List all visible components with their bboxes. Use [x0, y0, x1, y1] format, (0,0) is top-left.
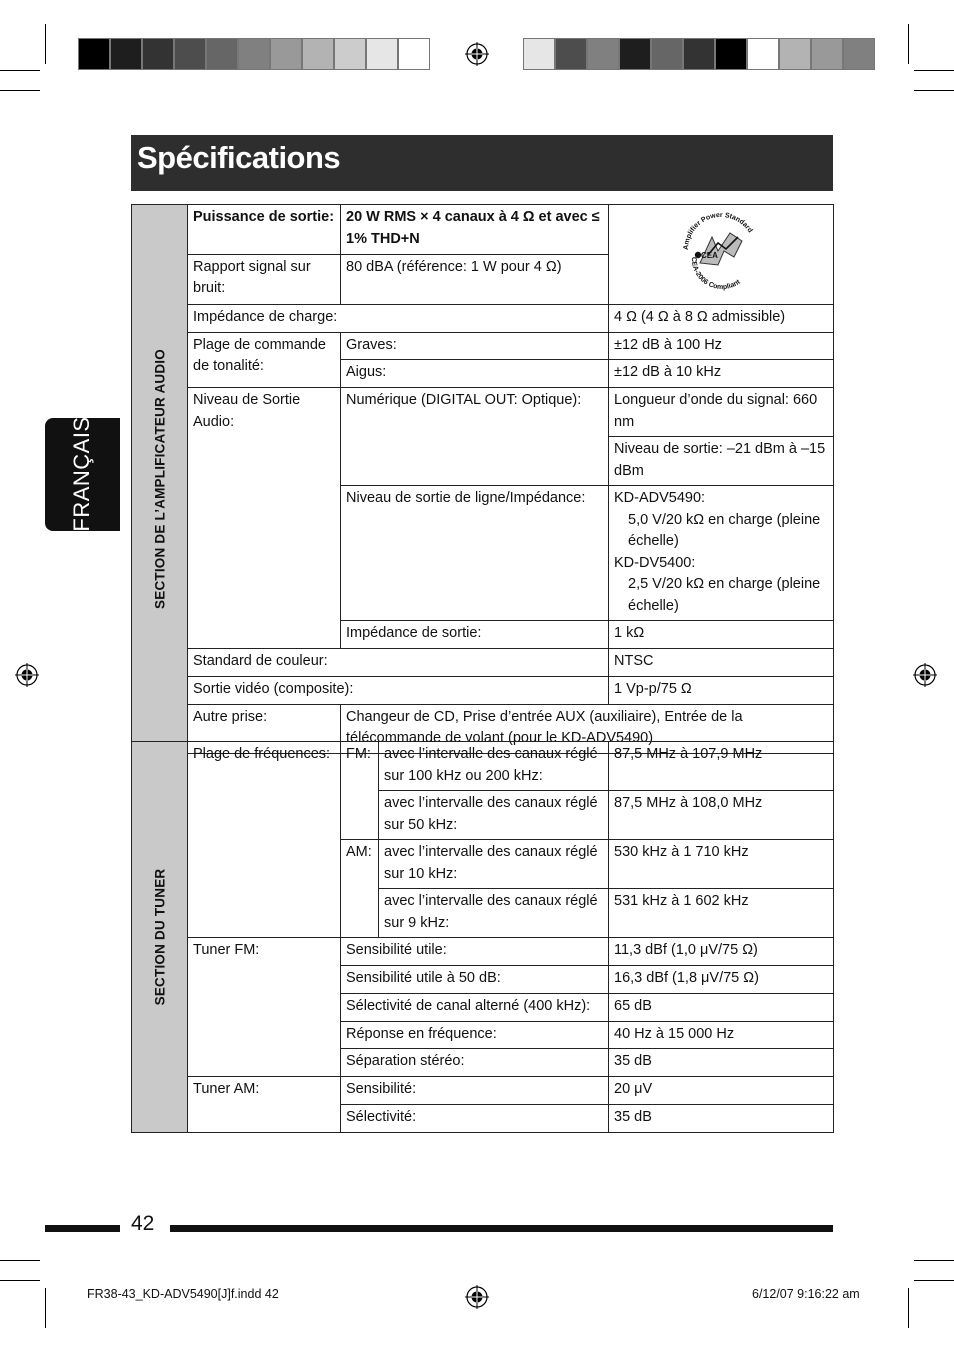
line-out-values — [609, 486, 834, 621]
fm-spacing-100-label: avec l’intervalle des canaux réglé sur 100 kHz ou 200 kHz: — [379, 742, 609, 791]
tone-treble-value: ±12 dB à 10 kHz — [609, 360, 834, 388]
audio-output-label: Niveau de Sortie Audio: — [188, 388, 341, 649]
load-impedance-value: 4 Ω (4 Ω à 8 Ω admissible) — [609, 304, 834, 332]
am-tuner-label: Tuner AM: — [188, 1077, 341, 1133]
color-swatch — [206, 38, 238, 70]
digital-out-label: Numérique (DIGITAL OUT: Optique): — [341, 388, 609, 486]
crop-mark — [0, 70, 40, 71]
line-out-model-a-value: 5,0 V/20 kΩ en charge (pleine échelle) — [628, 511, 821, 549]
color-swatch — [78, 38, 110, 70]
color-swatch — [302, 38, 334, 70]
footer-timestamp: 6/12/07 9:16:22 am — [752, 1287, 860, 1301]
crop-mark — [45, 24, 46, 64]
footer-filename: FR38-43_KD-ADV5490[J]f.indd 42 — [87, 1287, 279, 1301]
color-standard-label: Standard de couleur: — [188, 649, 609, 677]
color-swatch — [523, 38, 555, 70]
line-out-label: Niveau de sortie de ligne/Impédance: — [341, 486, 609, 621]
tuner-section-label-cell — [132, 742, 188, 1133]
fm-spacing-50-value: 87,5 MHz à 108,0 MHz — [609, 791, 834, 840]
snr-value: 80 dBA (référence: 1 W pour 4 Ω) — [341, 254, 609, 304]
fm-usable-sensitivity-value: 11,3 dBf (1,0 μV/75 Ω) — [609, 938, 834, 966]
tone-bass-value: ±12 dB à 100 Hz — [609, 332, 834, 360]
color-swatch — [683, 38, 715, 70]
crop-mark — [914, 1280, 954, 1281]
am-spacing-10-label: avec l’intervalle des canaux réglé sur 10 kHz: — [379, 840, 609, 889]
bottom-rule-left — [45, 1225, 120, 1232]
snr-label: Rapport signal sur bruit: — [188, 254, 341, 304]
load-impedance-label: Impédance de charge: — [188, 304, 609, 332]
cea-logo-bottom-text: CEA-2006 Compliant — [689, 256, 742, 292]
crop-mark — [908, 24, 909, 64]
fm-band-label: FM: — [341, 742, 379, 840]
cea-logo-top-text: Amplifier Power Standard — [682, 211, 754, 251]
line-out-model-a: KD-ADV5490: — [614, 490, 706, 506]
registration-mark-icon — [465, 42, 489, 66]
cea-compliance-logo — [678, 207, 764, 293]
color-swatch — [747, 38, 779, 70]
am-spacing-10-value: 530 kHz à 1 710 kHz — [609, 840, 834, 889]
bottom-rule-right — [170, 1225, 833, 1232]
other-jack-value: Changeur de CD, Prise d’entrée AUX (auxiliaire), Entrée de la télécommande de volant (pour le KD-ADV5490) — [341, 704, 834, 753]
color-swatch — [238, 38, 270, 70]
am-spacing-9-value: 531 kHz à 1 602 kHz — [609, 889, 834, 938]
crop-mark — [908, 1288, 909, 1328]
color-swatch — [110, 38, 142, 70]
color-swatch — [334, 38, 366, 70]
svg-text:Amplifier Power Standard — [683, 212, 754, 250]
color-swatch — [587, 38, 619, 70]
digital-out-level: Niveau de sortie: –21 dBm à –15 dBm — [609, 437, 834, 486]
tone-bass-label: Graves: — [341, 332, 609, 360]
am-sensitivity-value: 20 μV — [609, 1077, 834, 1105]
fm-50db-sensitivity-label: Sensibilité utile à 50 dB: — [341, 966, 609, 994]
fm-selectivity-value: 65 dB — [609, 993, 834, 1021]
output-impedance-value: 1 kΩ — [609, 621, 834, 649]
fm-frequency-response-label: Réponse en fréquence: — [341, 1021, 609, 1049]
output-power-label: Puissance de sortie: — [188, 205, 341, 255]
color-swatch — [174, 38, 206, 70]
crop-mark — [914, 70, 954, 71]
am-spacing-9-label: avec l’intervalle des canaux réglé sur 9 kHz: — [379, 889, 609, 938]
tone-treble-label: Aigus: — [341, 360, 609, 388]
fm-stereo-separation-value: 35 dB — [609, 1049, 834, 1077]
crop-mark — [0, 90, 40, 91]
registration-mark-icon — [913, 663, 937, 687]
crop-mark — [45, 1288, 46, 1328]
page-number: 42 — [131, 1212, 155, 1235]
fm-spacing-50-label: avec l’intervalle des canaux réglé sur 50 kHz: — [379, 791, 609, 840]
am-selectivity-label: Sélectivité: — [341, 1104, 609, 1132]
color-swatch — [651, 38, 683, 70]
cea-logo-mid-text: CEA — [701, 251, 718, 260]
other-jack-label: Autre prise: — [188, 704, 341, 753]
amplifier-section-label-cell — [132, 205, 188, 754]
crop-mark — [0, 1280, 40, 1281]
color-swatch — [270, 38, 302, 70]
color-swatch — [555, 38, 587, 70]
color-swatch — [398, 38, 430, 70]
line-out-model-b: KD-DV5400: — [614, 554, 696, 571]
fm-tuner-label: Tuner FM: — [188, 938, 341, 1077]
color-swatch — [811, 38, 843, 70]
color-swatch — [619, 38, 651, 70]
video-output-label: Sortie vidéo (composite): — [188, 676, 609, 704]
am-sensitivity-label: Sensibilité: — [341, 1077, 609, 1105]
color-swatch — [843, 38, 875, 70]
color-swatch — [366, 38, 398, 70]
am-band-label: AM: — [341, 840, 379, 938]
fm-usable-sensitivity-label: Sensibilité utile: — [341, 938, 609, 966]
color-swatch — [142, 38, 174, 70]
registration-mark-icon — [15, 663, 39, 687]
registration-mark-icon — [465, 1285, 489, 1309]
amplifier-section-label: SECTION DE L’AMPLIFICATEUR AUDIO — [151, 348, 167, 609]
color-swatch — [715, 38, 747, 70]
tone-control-label: Plage de commande de tonalité: — [188, 332, 341, 388]
page-title: Spécifications — [137, 140, 341, 175]
tuner-section-label: SECTION DU TUNER — [151, 868, 167, 1006]
color-swatch — [779, 38, 811, 70]
frequency-range-label: Plage de fréquences: — [188, 742, 341, 938]
color-standard-value: NTSC — [609, 649, 834, 677]
language-tab-label: FRANÇAIS — [69, 416, 94, 532]
video-output-value: 1 Vp-p/75 Ω — [609, 676, 834, 704]
crop-mark — [914, 90, 954, 91]
fm-selectivity-label: Sélectivité de canal alterné (400 kHz): — [341, 993, 609, 1021]
crop-mark — [914, 1260, 954, 1261]
fm-50db-sensitivity-value: 16,3 dBf (1,8 μV/75 Ω) — [609, 966, 834, 994]
amplifier-spec-table — [131, 204, 834, 754]
fm-spacing-100-value: 87,5 MHz à 107,9 MHz — [609, 742, 834, 791]
line-out-model-b-value: 2,5 V/20 kΩ en charge (pleine échelle) — [628, 576, 821, 614]
output-impedance-label: Impédance de sortie: — [341, 621, 609, 649]
tuner-spec-table — [131, 741, 834, 1133]
fm-frequency-response-value: 40 Hz à 15 000 Hz — [609, 1021, 834, 1049]
fm-stereo-separation-label: Séparation stéréo: — [341, 1049, 609, 1077]
am-selectivity-value: 35 dB — [609, 1104, 834, 1132]
cea-logo-cell — [609, 205, 834, 305]
crop-mark — [0, 1260, 40, 1261]
digital-out-wavelength: Longueur d’onde du signal: 660 nm — [609, 388, 834, 437]
output-power-value: 20 W RMS × 4 canaux à 4 Ω et avec ≤ 1% THD+N — [341, 205, 609, 255]
